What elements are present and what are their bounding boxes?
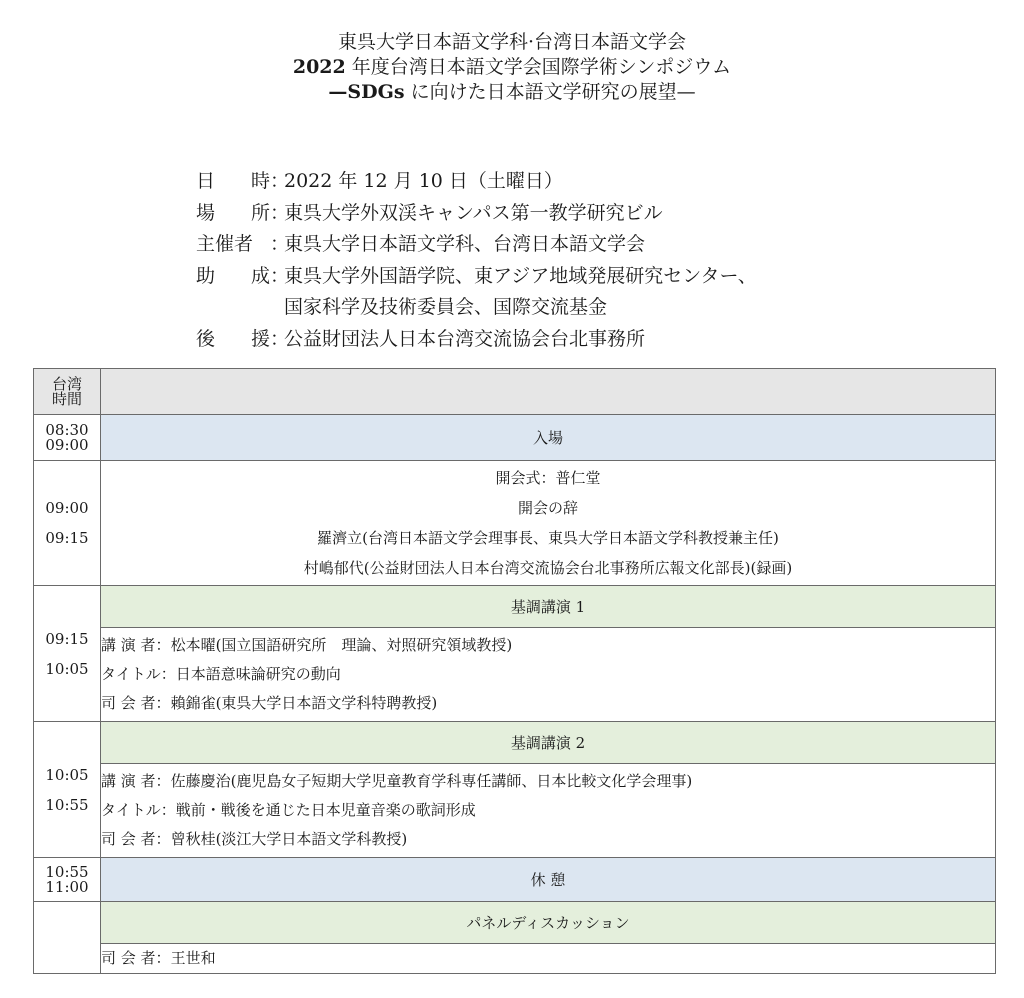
header-organizers: 東呉大学日本語文学科·台湾日本語文学会 bbox=[337, 31, 687, 53]
panel-title: パネルディスカッション bbox=[101, 902, 996, 944]
time-end: 10:05 bbox=[45, 659, 89, 678]
entry-title: 入場 bbox=[101, 415, 996, 461]
sponsor-label-2: 援 bbox=[250, 327, 270, 350]
time-start: 08:30 bbox=[45, 420, 89, 439]
info-support-cont bbox=[196, 292, 757, 324]
host-label: 主催者 bbox=[196, 233, 254, 255]
break-title: 休 憩 bbox=[101, 858, 996, 902]
chair-line bbox=[101, 944, 995, 973]
row-break bbox=[34, 858, 996, 902]
time-end: 09:15 bbox=[45, 529, 89, 547]
time-end: 10:55 bbox=[45, 795, 89, 814]
talk-title: 戦前・戦後を通じた日本児童音楽の歌詞形成 bbox=[175, 801, 476, 819]
speaker-line bbox=[101, 767, 995, 796]
support-label-1: 助 bbox=[196, 264, 216, 287]
chair-name: 曾秋桂(淡江大学日本語文学科教授) bbox=[170, 830, 408, 848]
symposium-subtitle bbox=[0, 80, 1024, 105]
date-value: 2022 年 12 月 10 日（土曜日） bbox=[284, 170, 563, 192]
info-support bbox=[196, 261, 757, 293]
host-value: 東呉大学日本語文学科、台湾日本語文学会 bbox=[284, 233, 646, 255]
time-cell bbox=[34, 415, 101, 461]
chair-line bbox=[101, 825, 995, 854]
sep: ： bbox=[155, 949, 171, 967]
opening-line: 開会の辞 bbox=[517, 499, 578, 517]
sep: ： bbox=[155, 830, 171, 848]
sep: ： bbox=[270, 201, 290, 224]
row-keynote1-title bbox=[34, 586, 996, 628]
chair-label: 司 会 者 bbox=[101, 694, 156, 712]
keynote1-body bbox=[101, 628, 996, 722]
chair-name: 賴錦雀(東呉大学日本語文学科特聘教授) bbox=[170, 694, 438, 712]
date-label-2: 時 bbox=[250, 170, 270, 192]
sep: ： bbox=[155, 694, 171, 712]
symposium-title bbox=[0, 55, 1024, 80]
time-end: 11:00 bbox=[45, 877, 89, 896]
row-keynote2-body bbox=[34, 764, 996, 858]
row-keynote2-title bbox=[34, 722, 996, 764]
time-header-2: 時間 bbox=[51, 389, 82, 408]
info-host bbox=[196, 229, 757, 261]
talk-title-line bbox=[101, 796, 995, 825]
speaker-label: 講 演 者 bbox=[101, 772, 156, 790]
keynote1-title: 基調講演 1 bbox=[101, 586, 996, 628]
subtitle-dash: — bbox=[328, 81, 348, 103]
row-entry bbox=[34, 415, 996, 461]
chair-label: 司 会 者 bbox=[101, 830, 156, 848]
sep: ： bbox=[160, 665, 176, 683]
time-start: 10:05 bbox=[45, 765, 89, 784]
sep: ： bbox=[270, 170, 290, 192]
speaker-label: 講 演 者 bbox=[101, 636, 156, 654]
time-cell bbox=[34, 461, 101, 586]
sep: ： bbox=[270, 327, 290, 350]
sep: ： bbox=[155, 772, 171, 790]
talk-title-line bbox=[101, 660, 995, 689]
chair-name: 王世和 bbox=[170, 949, 216, 967]
sponsor-label-1: 後 bbox=[196, 327, 216, 350]
table-header-row bbox=[34, 369, 996, 415]
time-start: 09:00 bbox=[45, 499, 89, 517]
row-opening bbox=[34, 461, 996, 586]
chair-line bbox=[101, 689, 995, 718]
speaker-line bbox=[101, 631, 995, 660]
place-label-1: 場 bbox=[196, 201, 216, 224]
title-label: タイトル bbox=[101, 665, 161, 683]
chair-label: 司 会 者 bbox=[101, 949, 156, 967]
time-cell bbox=[34, 858, 101, 902]
keynote2-body bbox=[101, 764, 996, 858]
sep: ： bbox=[270, 233, 290, 255]
panel-body bbox=[101, 944, 996, 974]
subtitle-rest: に向けた日本語文学研究の展望— bbox=[404, 81, 696, 103]
sep: ： bbox=[155, 636, 171, 654]
time-cell bbox=[34, 586, 101, 722]
support-label-2: 成 bbox=[250, 264, 270, 287]
event-info bbox=[196, 166, 757, 355]
keynote2-title: 基調講演 2 bbox=[101, 722, 996, 764]
info-place bbox=[196, 198, 757, 230]
info-sponsor bbox=[196, 324, 757, 356]
time-cell bbox=[34, 902, 101, 974]
opening-line: 羅濟立(台湾日本語文学会理事長、東呉大学日本語文学科教授兼主任) bbox=[317, 529, 779, 547]
opening-line: 村嶋郁代(公益財団法人日本台湾交流協会台北事務所広報文化部長)(録画) bbox=[303, 559, 793, 577]
header-blank bbox=[101, 369, 996, 415]
talk-title: 日本語意味論研究の動向 bbox=[175, 665, 341, 683]
info-date bbox=[196, 166, 757, 198]
title-label: タイトル bbox=[101, 801, 161, 819]
place-label-2: 所 bbox=[250, 201, 270, 224]
row-panel-body bbox=[34, 944, 996, 974]
support-value-2: 国家科学及技術委員会、国際交流基金 bbox=[284, 296, 608, 318]
time-start: 09:15 bbox=[45, 629, 89, 648]
speaker-name: 佐藤慶治(鹿児島女子短期大学児童教育学科専任講師、日本比較文化学会理事) bbox=[170, 772, 693, 790]
opening-content bbox=[101, 461, 996, 586]
row-keynote1-body bbox=[34, 628, 996, 722]
subtitle-sdgs: SDGs bbox=[347, 81, 405, 103]
symposium-year: 2022 bbox=[292, 56, 346, 78]
time-header bbox=[34, 369, 101, 415]
speaker-name: 松本曜(国立国語研究所 理論、対照研究領域教授) bbox=[170, 636, 513, 654]
support-value-1: 東呉大学外国語学院、東アジア地域発展研究センター、 bbox=[284, 264, 757, 287]
date-label-1: 日 bbox=[196, 170, 216, 192]
document-header bbox=[0, 30, 1024, 105]
sponsor-value: 公益財団法人日本台湾交流協会台北事務所 bbox=[284, 327, 646, 350]
schedule-table bbox=[33, 368, 996, 974]
symposium-title-rest: 年度台湾日本語文学会国際学術シンポジウム bbox=[345, 56, 732, 78]
time-cell bbox=[34, 722, 101, 858]
place-value: 東呉大学外双渓キャンパス第一教学研究ビル bbox=[284, 201, 663, 224]
opening-line: 開会式：普仁堂 bbox=[495, 469, 601, 487]
time-start: 10:55 bbox=[45, 862, 89, 881]
sep: ： bbox=[270, 264, 290, 287]
sep: ： bbox=[160, 801, 176, 819]
time-header-1: 台湾 bbox=[51, 374, 82, 393]
row-panel-title bbox=[34, 902, 996, 944]
time-end: 09:00 bbox=[45, 435, 89, 454]
